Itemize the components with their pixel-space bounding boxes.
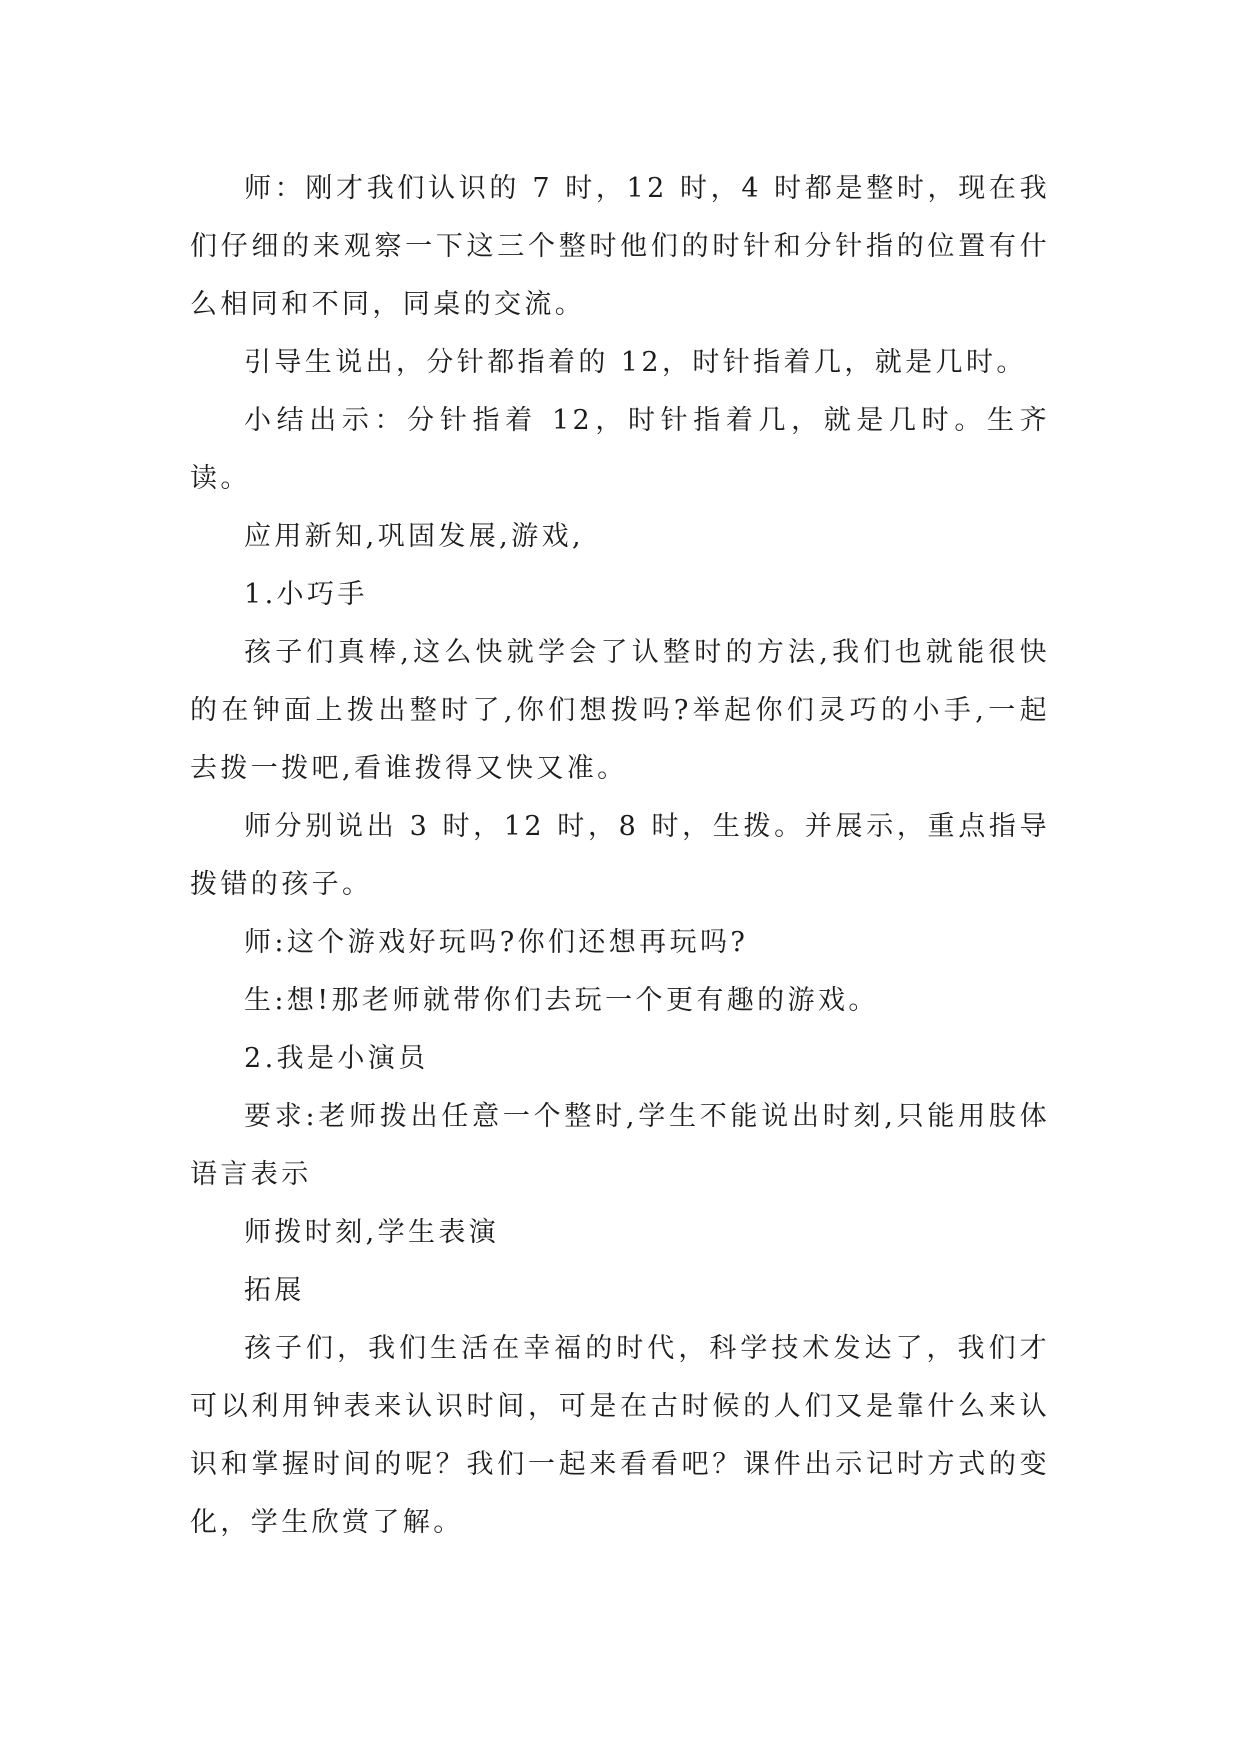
paragraph-children-great: 孩子们真棒,这么快就学会了认整时的方法,我们也就能很快的在钟面上拨出整时了,你们想拨吗?举起你们灵巧的小手,一起去拨一拨吧,看谁拨得又快又准。 — [190, 637, 1050, 784]
heading-extension: 拓展 — [244, 1275, 305, 1306]
heading-little-actor: 2.我是小演员 — [244, 1043, 429, 1074]
paragraph-ancient-timekeeping: 孩子们，我们生活在幸福的时代，科学技术发达了，我们才可以利用钟表来认识时间，可是在古时候的人们又是靠什么来认识和掌握时间的呢？我们一起来看看吧？课件出示记时方式的变化，学生欣赏了解。 — [190, 1333, 1050, 1538]
paragraph-summary: 小结出示：分针指着 12，时针指着几，就是几时。生齐读。 — [190, 405, 1050, 494]
paragraph-requirement: 要求:老师拨出任意一个整时,学生不能说出时刻,只能用肢体语言表示 — [190, 1101, 1050, 1190]
paragraph-apply-knowledge: 应用新知,巩固发展,游戏, — [244, 521, 584, 552]
heading-clever-hands: 1.小巧手 — [244, 579, 368, 610]
paragraph-teacher-sets-time: 师拨时刻,学生表演 — [244, 1217, 500, 1248]
paragraph-teacher-question: 师:这个游戏好玩吗?你们还想再玩吗? — [244, 927, 749, 958]
paragraph-teacher-says-times: 师分别说出 3 时，12 时，8 时，生拨。并展示，重点指导拨错的孩子。 — [190, 811, 1050, 900]
document-body — [190, 160, 1050, 1552]
paragraph-guide-students: 引导生说出，分针都指着的 12，时针指着几，就是几时。 — [244, 347, 1027, 378]
paragraph-teacher-observe: 师：刚才我们认识的 7 时，12 时，4 时都是整时，现在我们仔细的来观察一下这三个整时他们的时针和分针指的位置有什么相同和不同，同桌的交流。 — [190, 173, 1050, 320]
paragraph-student-answer: 生:想!那老师就带你们去玩一个更有趣的游戏。 — [244, 985, 879, 1016]
